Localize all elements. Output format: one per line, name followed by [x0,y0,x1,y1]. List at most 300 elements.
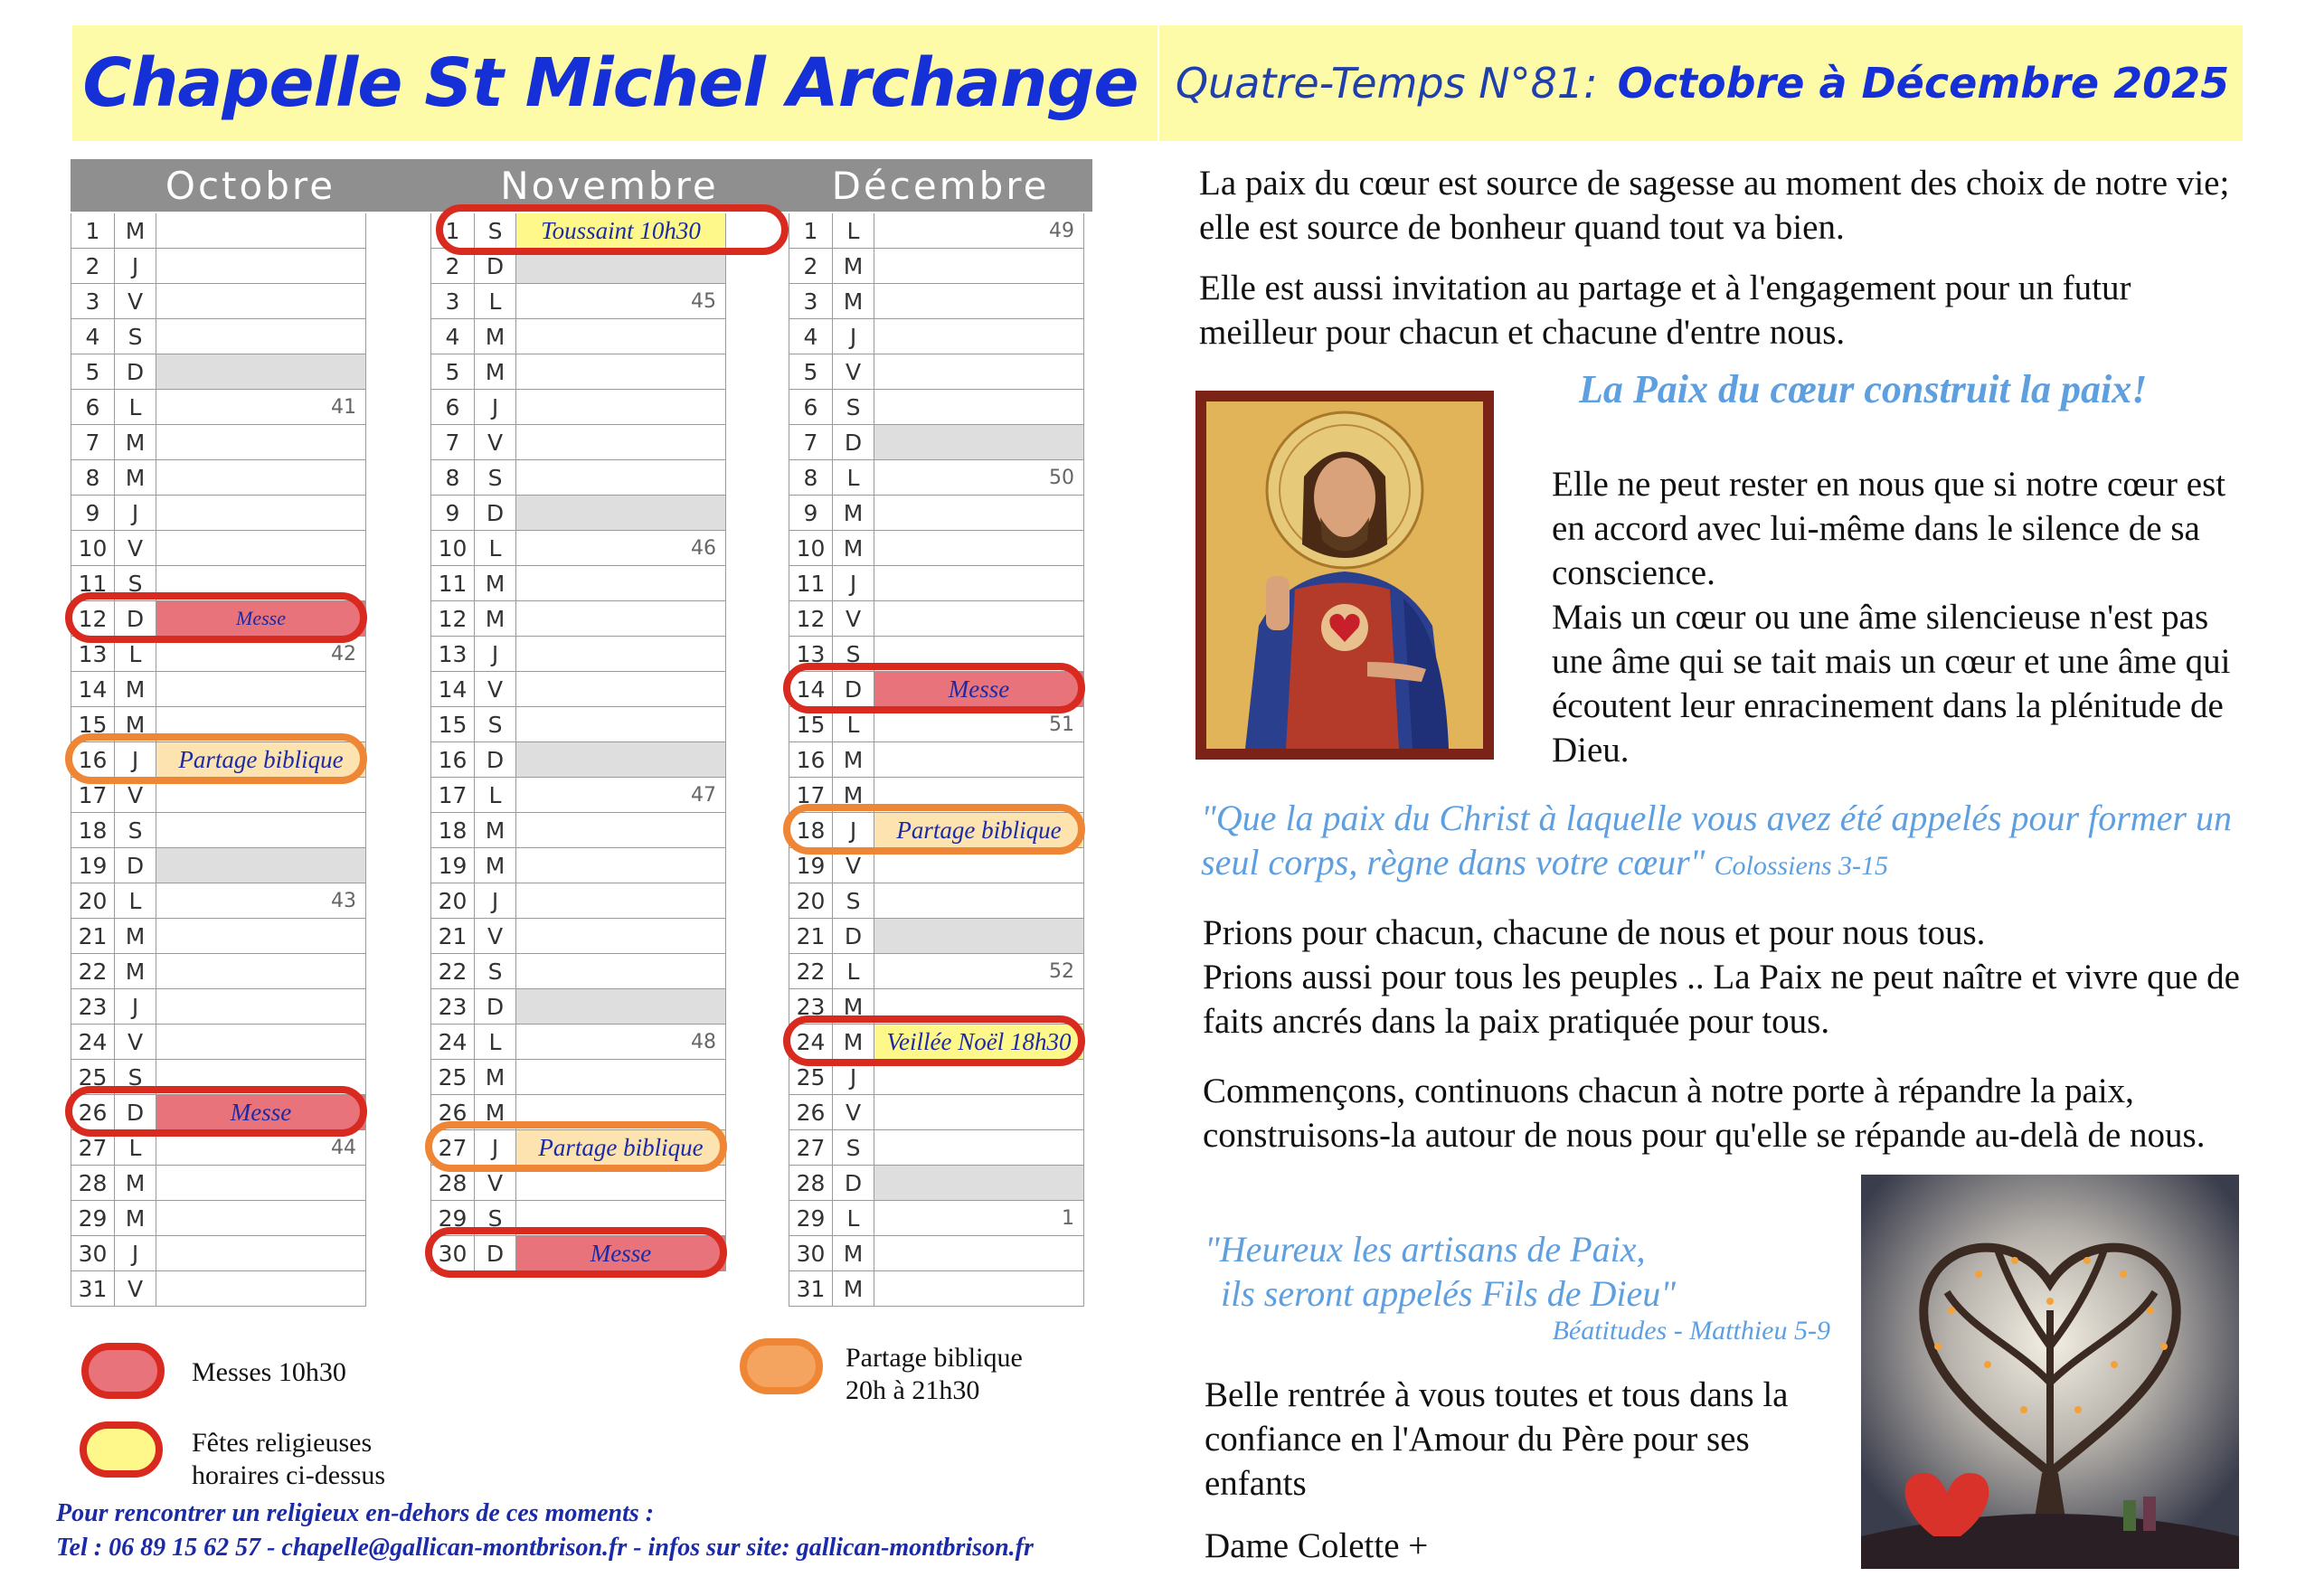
day-number: 7 [431,425,475,459]
weekday-letter: S [115,1060,156,1094]
day-number: 8 [789,460,833,495]
day-number: 17 [71,778,115,812]
day-event-cell [156,919,366,953]
day-number: 10 [431,531,475,565]
weekday-letter: M [115,707,156,741]
weekday-letter: V [115,531,156,565]
day-number: 27 [71,1130,115,1165]
day-number: 15 [431,707,475,741]
day-event-cell [874,1130,1084,1165]
weekday-letter: L [115,883,156,918]
day-number: 28 [789,1166,833,1200]
day-event-cell [516,319,726,354]
prayer-line-2: Prions aussi pour tous les peuples .. La Paix ne peut naître et vivre que de faits ancrés dans la paix pratiquée pour tous. [1203,958,2240,1041]
feast-highlight [783,1015,1085,1066]
week-number: 44 [331,1136,356,1159]
calendar-day-row [431,390,726,425]
day-number: 28 [431,1166,475,1200]
weekday-letter: J [475,390,516,424]
day-number: 11 [789,566,833,600]
month-header: Octobre [71,159,430,212]
weekday-letter: J [833,566,874,600]
calendar-day-row [71,848,366,883]
calendar-day-row [431,601,726,637]
calendar-day-row [431,742,726,778]
week-number: 50 [1049,466,1074,489]
calendar-day-row [431,354,726,390]
day-number: 9 [789,496,833,530]
weekday-letter: M [475,848,516,883]
day-event-cell [156,425,366,459]
day-event-cell [156,319,366,354]
day-number: 7 [789,425,833,459]
calendar-day-row [71,249,366,284]
day-number: 1 [789,213,833,248]
day-number: 14 [431,672,475,706]
week-number: 48 [691,1030,716,1053]
weekday-letter: M [475,1060,516,1094]
calendar-day-row [431,672,726,707]
weekday-letter: J [115,249,156,283]
calendar-day-row [431,496,726,531]
weekday-letter: M [833,284,874,318]
weekday-letter: J [833,319,874,354]
calendar-day-row [789,319,1084,354]
legend-feast-swatch [80,1421,163,1478]
day-event-cell [874,425,1084,459]
calendar-day-row [71,1236,366,1271]
calendar-day-row [71,496,366,531]
calendar-day-row [71,919,366,954]
day-number: 11 [431,566,475,600]
calendar-day-row [789,742,1084,778]
weekday-letter: M [833,496,874,530]
calendar-day-row [789,1236,1084,1271]
weekday-letter: L [475,778,516,812]
weekday-letter: L [475,531,516,565]
day-number: 14 [71,672,115,706]
day-event-cell [516,460,726,495]
legend-feast-line1: Fêtes religieuses [192,1428,373,1458]
legend-bible-line1: Partage biblique [846,1343,1023,1373]
article-paragraph-7: Belle rentrée à vous toutes et tous dans la confiance en l'Amour du Père pour ses enfants [1205,1375,1789,1503]
calendar-day-row [71,460,366,496]
quote-beatitudes-line2: ils seront appelés Fils de Dieu" [1221,1273,1677,1314]
day-number: 19 [431,848,475,883]
bible-study-highlight [65,733,367,784]
weekday-letter: S [833,883,874,918]
day-number: 30 [71,1236,115,1270]
issue-title [1162,25,2243,141]
day-event-cell [874,213,1084,248]
day-number: 30 [789,1236,833,1270]
day-event-cell [874,1271,1084,1306]
weekday-letter: V [475,672,516,706]
weekday-letter: V [475,1166,516,1200]
event-label: Partage biblique [896,816,1062,844]
day-number: 3 [789,284,833,318]
day-event-cell [516,707,726,741]
calendar-day-row [789,496,1084,531]
day-event-cell [516,1060,726,1094]
weekday-letter: M [833,742,874,777]
event-label: Messe [948,675,1010,703]
calendar-day-row [431,883,726,919]
article-paragraph-1: La paix du cœur est source de sagesse au moment des choix de notre vie; elle est source de bonheur quand tout va bien. [1199,164,2230,247]
day-event-cell [874,742,1084,777]
weekday-letter: V [833,848,874,883]
calendar-day-row [789,284,1084,319]
weekday-letter: M [475,1095,516,1129]
weekday-letter: M [475,601,516,636]
day-number: 5 [71,354,115,389]
calendar-day-row [71,284,366,319]
day-number: 14 [789,672,833,706]
day-number: 28 [71,1166,115,1200]
calendar-day-row [71,213,366,249]
weekday-letter: J [833,813,874,847]
day-event-cell [156,249,366,283]
calendar-day-row [789,425,1084,460]
day-event-cell [156,531,366,565]
weekday-letter: S [833,390,874,424]
day-number: 16 [789,742,833,777]
calendar-day-row [431,813,726,848]
calendar-day-row [431,707,726,742]
calendar-day-row [789,601,1084,637]
day-event-cell [516,637,726,671]
contact-line2: Tel : 06 89 15 62 57 - chapelle@gallican-montbrison.fr - infos sur site: gallican-montbrison.fr [56,1534,1034,1562]
event-label: Partage biblique [178,745,344,773]
weekday-letter: S [475,954,516,988]
calendar-day-row [789,213,1084,249]
weekday-letter: M [475,354,516,389]
day-number: 1 [71,213,115,248]
day-event-cell [874,601,1084,636]
issue-period: Octobre à Décembre 2025 [1617,59,2230,108]
weekday-letter: S [115,319,156,354]
day-event-cell [516,848,726,883]
calendar-day-row [789,883,1084,919]
quote-colossians-ref: Colossiens 3-15 [1714,851,1888,881]
day-event-cell [156,354,366,389]
calendar-day-row [71,954,366,989]
page-title: Chapelle St Michel Archange [82,44,1139,122]
legend-feast-label [192,1427,385,1492]
day-number: 9 [71,496,115,530]
day-number: 24 [431,1025,475,1059]
calendar-day-row [789,354,1084,390]
weekday-letter: S [833,1130,874,1165]
day-number: 25 [431,1060,475,1094]
calendar-day-row [71,989,366,1025]
day-event-cell [156,848,366,883]
day-event-cell [156,954,366,988]
weekday-letter: M [115,1201,156,1235]
day-number: 13 [431,637,475,671]
bible-study-highlight [783,804,1085,855]
day-event-cell [156,390,366,424]
day-number: 18 [431,813,475,847]
day-number: 21 [431,919,475,953]
day-number: 23 [431,989,475,1024]
day-event-cell [156,883,366,918]
weekday-letter: D [115,601,156,636]
article-headline: La Paix du cœur construit la paix! [1579,367,2148,411]
event-label: Partage biblique [538,1133,704,1161]
day-number: 4 [71,319,115,354]
day-number: 5 [431,354,475,389]
weekday-letter: D [115,1095,156,1129]
weekday-letter: M [833,1271,874,1306]
event-label: Messe [230,1098,292,1126]
month-column [789,213,1083,1307]
weekday-letter: D [833,425,874,459]
weekday-letter: S [475,213,516,248]
mass-highlight [783,663,1085,713]
day-number: 21 [71,919,115,953]
weekday-letter: D [833,1166,874,1200]
day-number: 22 [789,954,833,988]
day-number: 24 [71,1025,115,1059]
weekday-letter: L [115,637,156,671]
day-number: 2 [789,249,833,283]
weekday-letter: V [115,1271,156,1306]
weekday-letter: D [833,919,874,953]
calendar-day-row [431,637,726,672]
weekday-letter: M [115,425,156,459]
day-event-cell [874,1166,1084,1200]
weekday-letter: S [475,1201,516,1235]
weekday-letter: J [115,496,156,530]
day-event-cell [156,284,366,318]
calendar-day-row [431,425,726,460]
day-event-cell [874,919,1084,953]
legend-bible-swatch [740,1338,823,1394]
weekday-letter: J [475,637,516,671]
calendar-day-row [71,319,366,354]
day-event-cell [874,531,1084,565]
calendar-day-row [431,778,726,813]
day-number: 6 [71,390,115,424]
weekday-letter: D [475,989,516,1024]
day-event-cell [516,496,726,530]
day-number: 15 [71,707,115,741]
day-number: 17 [431,778,475,812]
day-event-cell [874,883,1084,918]
weekday-letter: M [475,566,516,600]
mass-highlight [425,1227,727,1278]
day-event-cell [874,249,1084,283]
day-number: 20 [789,883,833,918]
day-event-cell [156,1201,366,1235]
calendar-day-row [431,566,726,601]
day-number: 18 [789,813,833,847]
article-paragraph-2: Elle est aussi invitation au partage et à l'engagement pour un futur meilleur pour chacun et chacune d'entre nous. [1199,269,2131,352]
calendar-day-row [71,425,366,460]
sacred-heart-icon [1195,391,1494,760]
day-number: 27 [789,1130,833,1165]
heart-tree-illustration [1861,1175,2239,1569]
day-number: 20 [431,883,475,918]
scripture-quote-beatitudes [1205,1227,1838,1346]
day-event-cell [874,460,1084,495]
weekday-letter: L [115,1130,156,1165]
calendar-day-row [71,1025,366,1060]
week-number: 47 [691,783,716,807]
calendar-day-row [71,813,366,848]
day-event-cell [156,213,366,248]
weekday-letter: D [833,672,874,706]
weekday-letter: M [833,989,874,1024]
day-event-cell [156,460,366,495]
weekday-letter: M [115,672,156,706]
weekday-letter: D [475,249,516,283]
event-label: Messe [236,607,286,629]
weekday-letter: J [115,989,156,1024]
weekday-letter: M [115,919,156,953]
weekday-letter: S [115,566,156,600]
day-event-cell [156,496,366,530]
day-event-cell [516,601,726,636]
weekday-letter: M [833,249,874,283]
day-event-cell [874,284,1084,318]
day-number: 31 [71,1271,115,1306]
calendar-day-row [789,1271,1084,1307]
calendar-day-row [71,1166,366,1201]
day-event-cell [156,989,366,1024]
weekday-letter: M [115,954,156,988]
quote-beatitudes-line1: "Heureux les artisans de Paix, [1205,1229,1646,1270]
calendar-day-row [789,1201,1084,1236]
feast-highlight [436,204,789,255]
quote-colossians-text: "Que la paix du Christ à laquelle vous avez été appelés pour former un seul corps, règne dans votre cœur" [1201,798,2232,883]
calendar-day-row [789,1095,1084,1130]
day-event-cell [516,1025,726,1059]
weekday-letter: L [833,1201,874,1235]
calendar-day-row [71,1201,366,1236]
day-event-cell [874,1201,1084,1235]
day-number: 8 [431,460,475,495]
weekday-letter: S [475,460,516,495]
weekday-letter: D [475,1236,516,1270]
legend-mass-swatch [81,1343,165,1399]
calendar-day-row [431,319,726,354]
weekday-letter: S [115,813,156,847]
day-number: 12 [71,601,115,636]
month-column [430,213,725,1271]
event-label: Messe [590,1239,652,1267]
signature: Dame Colette + [1205,1526,1429,1565]
day-number: 13 [71,637,115,671]
weekday-letter: S [475,707,516,741]
weekday-letter: D [475,496,516,530]
calendar-day-row [789,531,1084,566]
day-number: 12 [789,601,833,636]
weekday-letter: V [833,1095,874,1129]
calendar-day-row [431,1025,726,1060]
day-number: 20 [71,883,115,918]
day-number: 26 [789,1095,833,1129]
day-number: 29 [431,1201,475,1235]
calendar-day-row [431,531,726,566]
week-number: 1 [1062,1206,1074,1230]
day-number: 8 [71,460,115,495]
weekday-letter: V [115,1025,156,1059]
article-paragraph-4: Mais un cœur ou une âme silencieuse n'est pas une âme qui se tait mais un cœur et une âme qui écoutent leur enracinement dans la plénitude de Dieu. [1552,598,2231,770]
day-number: 18 [71,813,115,847]
day-event-cell [156,1025,366,1059]
calendar-day-row [431,284,726,319]
day-number: 1 [431,213,475,248]
day-number: 27 [431,1130,475,1165]
weekday-letter: M [115,460,156,495]
calendar-day-row [431,1060,726,1095]
day-number: 2 [431,249,475,283]
day-number: 26 [71,1095,115,1129]
legend-bible-line2: 20h à 21h30 [846,1375,980,1405]
calendar-day-row [789,249,1084,284]
day-number: 16 [71,742,115,777]
day-event-cell [516,954,726,988]
day-event-cell [156,813,366,847]
article-paragraph-6: Commençons, continuons chacun à notre porte à répandre la paix, construisons-la autour de nous pour qu'elle se répande au-delà de nous. [1203,1072,2206,1155]
legend-feast-line2: horaires ci-dessus [192,1460,386,1490]
day-event-cell [516,425,726,459]
article-paragraph-5 [1203,911,2252,1044]
header-divider [1158,25,1159,141]
month-header: Décembre [789,159,1092,212]
calendar-day-row [431,848,726,883]
day-number: 6 [431,390,475,424]
mass-highlight [65,1086,367,1137]
weekday-letter: V [833,601,874,636]
day-number: 3 [71,284,115,318]
article-paragraph-3: Elle ne peut rester en nous que si notre cœur est en accord avec lui-même dans le silence de sa conscience. [1552,465,2226,592]
day-event-cell [516,284,726,318]
day-number: 10 [71,531,115,565]
day-number: 30 [431,1236,475,1270]
day-number: 21 [789,919,833,953]
day-number: 23 [71,989,115,1024]
calendar-day-row [431,954,726,989]
day-number: 29 [789,1201,833,1235]
day-number: 2 [71,249,115,283]
month-header: Novembre [430,159,789,212]
day-event-cell [516,778,726,812]
weekday-letter: M [115,1166,156,1200]
weekday-letter: V [475,919,516,953]
day-number: 7 [71,425,115,459]
day-event-cell [516,813,726,847]
week-number: 41 [331,395,356,419]
day-number: 19 [71,848,115,883]
day-number: 6 [789,390,833,424]
calendar-day-row [71,390,366,425]
day-event-cell [874,354,1084,389]
day-event-cell [874,954,1084,988]
calendar-day-row [789,1166,1084,1201]
event-label: Toussaint 10h30 [541,216,701,244]
day-number: 16 [431,742,475,777]
calendar-day-row [789,390,1084,425]
weekday-letter: L [833,460,874,495]
calendar-day-row [431,460,726,496]
day-number: 5 [789,354,833,389]
day-number: 31 [789,1271,833,1306]
day-event-cell [516,354,726,389]
bible-study-highlight [425,1121,727,1172]
